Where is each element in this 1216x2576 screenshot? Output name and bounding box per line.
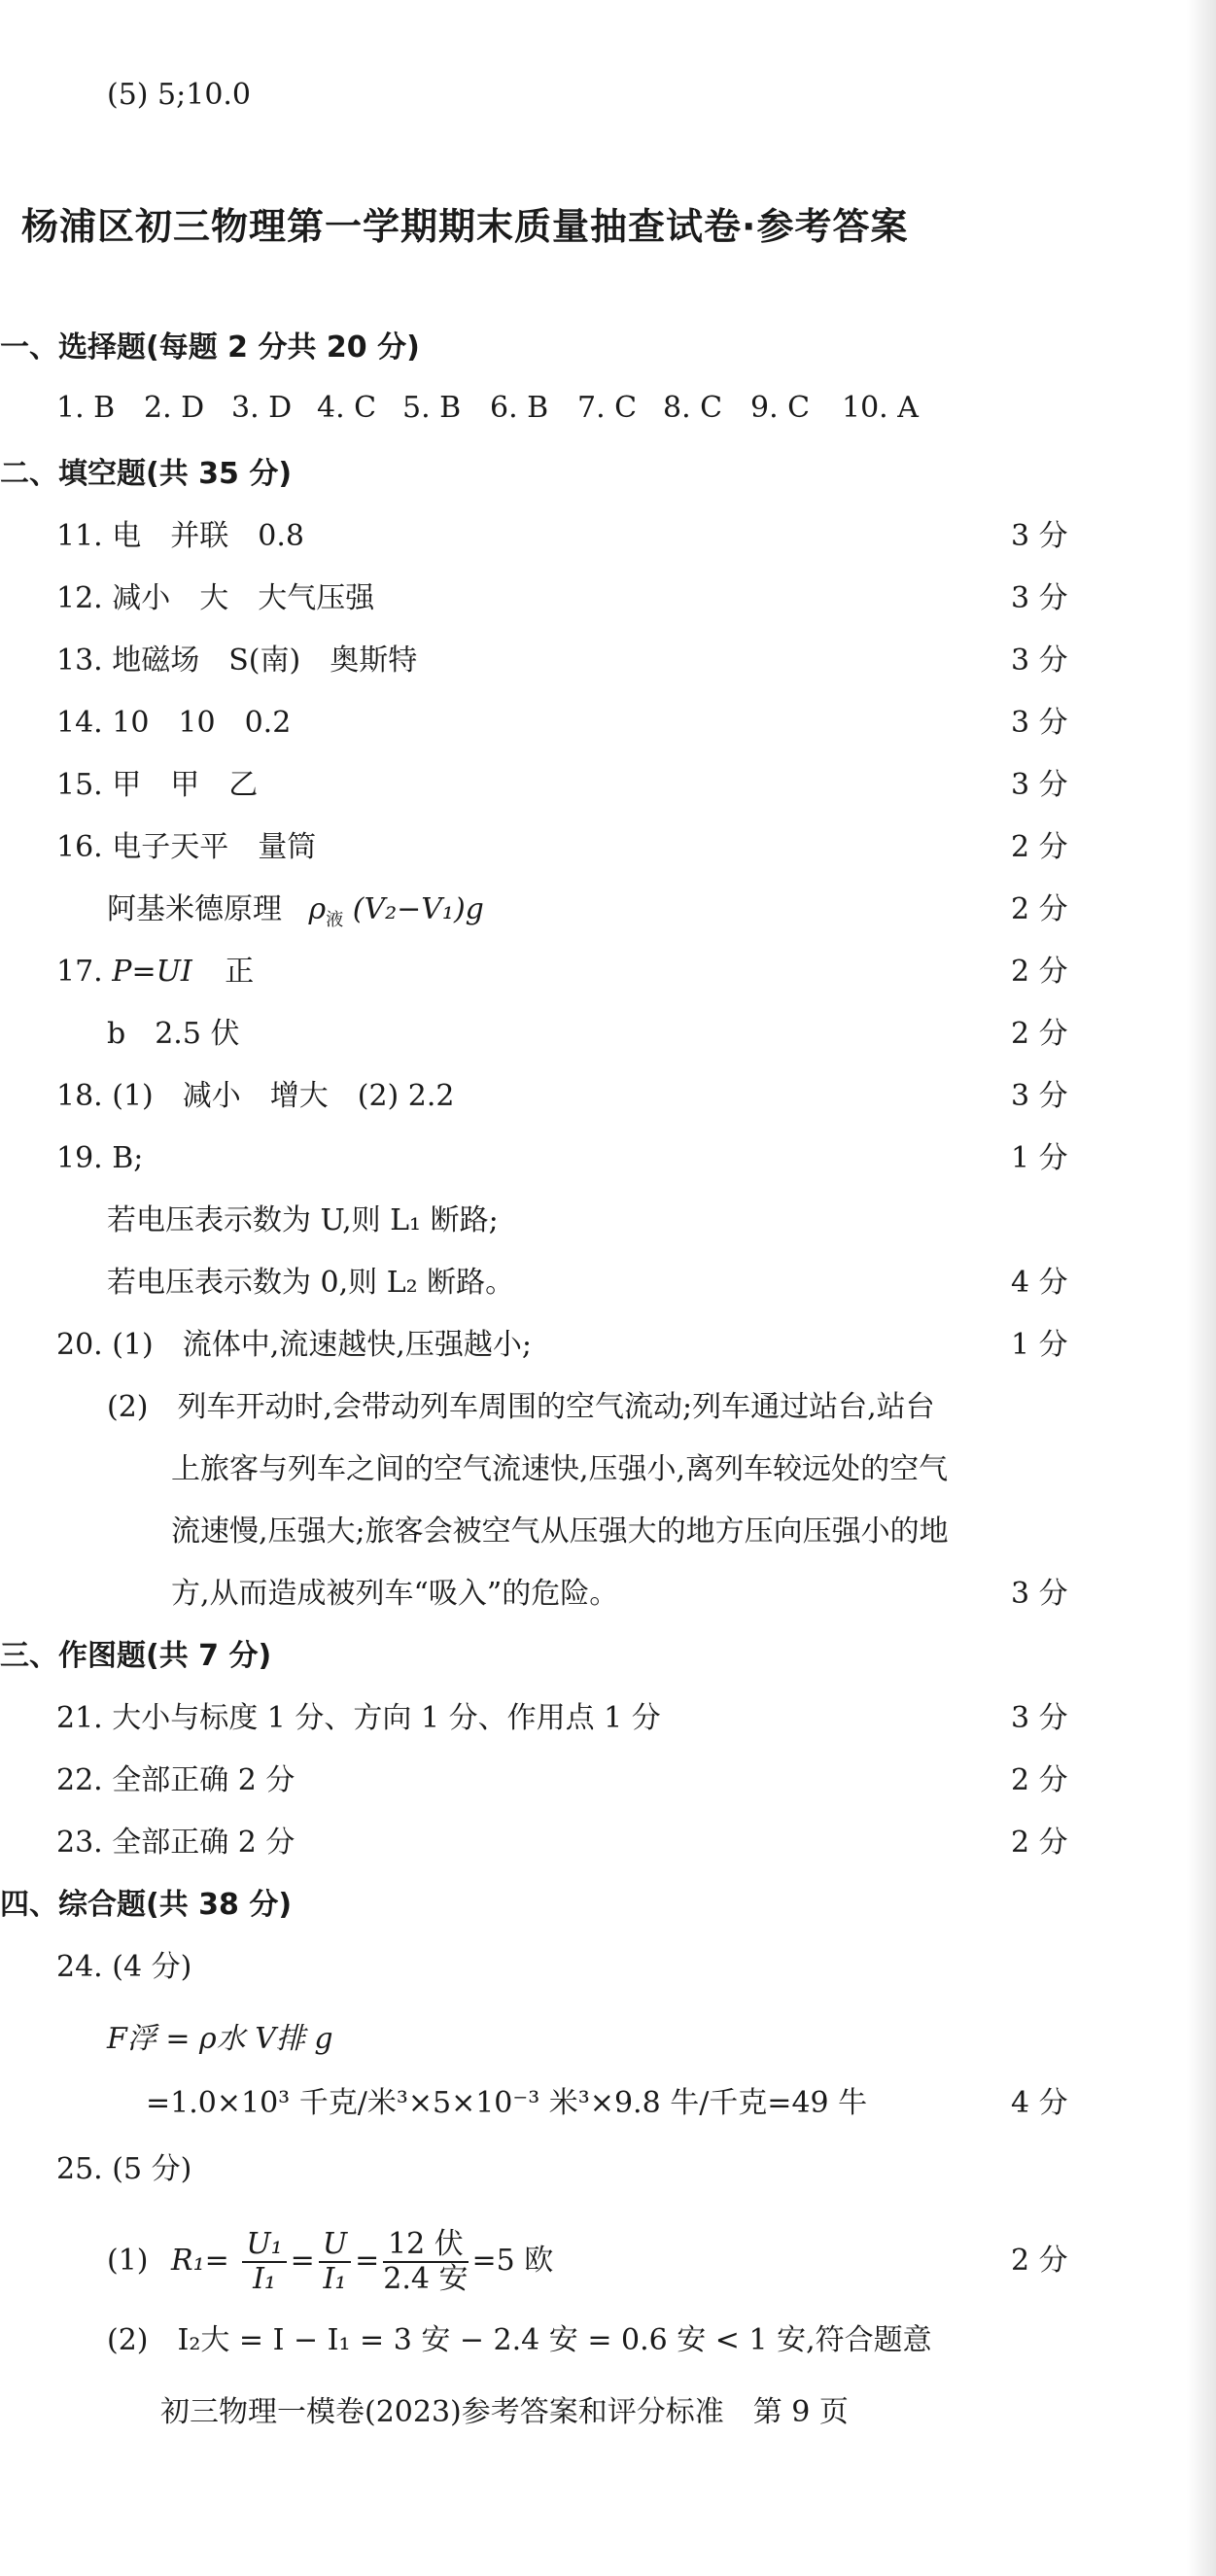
fraction-numerator: U₁	[242, 2228, 286, 2263]
score-q11: 3 分	[1011, 519, 1068, 553]
section-heading-comprehensive: 四、综合题(共 38 分)	[0, 1888, 293, 1922]
fraction-denominator: I₁	[253, 2262, 276, 2296]
fraction-numerator: 12 伏	[383, 2228, 468, 2263]
score-q17-part2: 2 分	[1011, 1017, 1068, 1051]
answer-q20-part2-line1: (2) 列车开动时,会带动列车周围的空气流动;列车通过站台,站台	[107, 1390, 935, 1424]
power-formula: P=UI	[112, 955, 192, 989]
mc-answer: 10. A	[842, 391, 919, 425]
answer-q20-part2-line2: 上旅客与列车之间的空气流速快,压强小,离列车较远处的空气	[171, 1452, 949, 1486]
resistance-result: =5 欧	[471, 2244, 554, 2278]
mc-answer: 3. D	[231, 391, 293, 425]
density-subscript: 液	[326, 910, 344, 930]
fraction-numerator: U	[319, 2228, 351, 2263]
mc-answer: 6. B	[490, 391, 549, 425]
answer-q16-expression: (V₂−V₁)g	[352, 892, 484, 926]
buoyancy-calculation: =1.0×10³ 千克/米³×5×10⁻³ 米³×9.8 牛/千克=49 牛	[146, 2086, 868, 2120]
score-q20-part1: 1 分	[1011, 1328, 1068, 1362]
score-q12: 3 分	[1011, 581, 1068, 615]
score-q21: 3 分	[1011, 1701, 1068, 1735]
answer-q12: 12. 减小 大 大气压强	[56, 581, 375, 615]
score-q19-part2: 4 分	[1011, 1266, 1068, 1300]
answer-q25-header: 25. (5 分)	[56, 2152, 192, 2186]
answer-q16-part1: 16. 电子天平 量筒	[56, 830, 317, 864]
buoyancy-formula: F浮 = ρ水 V排 g	[107, 2022, 333, 2056]
part-label-1: (1)	[107, 2244, 149, 2278]
score-q24: 4 分	[1011, 2086, 1068, 2120]
mc-answer: 5. B	[402, 391, 462, 425]
previous-answer-line: (5) 5;10.0	[107, 78, 252, 112]
fraction-numeric	[383, 2228, 468, 2296]
resistance-symbol: R₁=	[171, 2244, 229, 2278]
score-q25-part1: 2 分	[1011, 2244, 1068, 2278]
score-q13: 3 分	[1011, 644, 1068, 678]
answer-q15: 15. 甲 甲 乙	[56, 768, 259, 802]
answer-q19-part2: 若电压表示数为 U,则 L₁ 断路;	[107, 1203, 499, 1237]
answer-q21: 21. 大小与标度 1 分、方向 1 分、作用点 1 分	[56, 1701, 661, 1735]
answer-q14: 14. 10 10 0.2	[56, 706, 292, 740]
question-number-17: 17.	[56, 955, 103, 989]
section-heading-choice: 一、选择题(每题 2 分共 20 分)	[0, 331, 420, 365]
answer-q16-part2	[107, 890, 484, 940]
score-q18: 3 分	[1011, 1079, 1068, 1113]
score-q15: 3 分	[1011, 768, 1068, 802]
answer-q17-part1	[56, 953, 254, 992]
score-q23: 2 分	[1011, 1826, 1068, 1860]
answer-q19-part3: 若电压表示数为 0,则 L₂ 断路。	[107, 1266, 515, 1300]
answer-q25-part1: (1) R₁= $\frac{\text{U₁}}{\text{I₁}}$ = $\frac{U}{\text{I₁}}$ = $\frac{\text{12 伏}}{\text{2.4 安}}$ =5 欧	[107, 2227, 554, 2296]
mc-answer: 8. C	[663, 391, 723, 425]
answer-q19-part1: 19. B;	[56, 1141, 144, 1175]
score-q17-part1: 2 分	[1011, 955, 1068, 989]
answer-q23: 23. 全部正确 2 分	[56, 1826, 295, 1860]
section-heading-fill: 二、填空题(共 35 分)	[0, 457, 293, 491]
mc-answer: 2. D	[144, 391, 205, 425]
answer-q20-part1: 20. (1) 流体中,流速越快,压强越小;	[56, 1328, 532, 1362]
fraction-voltage-over-current-2	[319, 2228, 351, 2296]
answer-q18: 18. (1) 减小 增大 (2) 2.2	[56, 1079, 455, 1113]
page-title: 杨浦区初三物理第一学期期末质量抽查试卷·参考答案	[21, 205, 909, 248]
answer-q17-part2: b 2.5 伏	[107, 1017, 240, 1051]
answer-q22: 22. 全部正确 2 分	[56, 1763, 295, 1797]
score-q22: 2 分	[1011, 1763, 1068, 1797]
score-q20-part2: 3 分	[1011, 1577, 1068, 1611]
mc-answer: 1. B	[56, 391, 116, 425]
answer-q20-part2-line4: 方,从而造成被列车“吸入”的危险。	[171, 1577, 619, 1611]
answer-q17-word: 正	[225, 955, 255, 989]
page-edge-shadow	[1187, 0, 1216, 2576]
score-q14: 3 分	[1011, 706, 1068, 740]
score-q16-part1: 2 分	[1011, 830, 1068, 864]
mc-answer: 4. C	[317, 391, 377, 425]
answer-q11: 11. 电 并联 0.8	[56, 519, 304, 553]
page-footer: 初三物理一模卷(2023)参考答案和评分标准 第 9 页	[160, 2395, 849, 2429]
answer-q24-header: 24. (4 分)	[56, 1950, 192, 1984]
section-heading-drawing: 三、作图题(共 7 分)	[0, 1639, 272, 1673]
density-symbol: ρ	[308, 892, 327, 926]
answer-q20-part2-line3: 流速慢,压强大;旅客会被空气从压强大的地方压向压强小的地	[171, 1514, 949, 1549]
fraction-voltage-over-current-1	[242, 2228, 286, 2296]
fraction-denominator: 2.4 安	[383, 2262, 469, 2296]
score-q19-part1: 1 分	[1011, 1141, 1068, 1175]
mc-answer: 9. C	[750, 391, 811, 425]
answer-q16-principle: 阿基米德原理	[107, 892, 282, 926]
score-q16-part2: 2 分	[1011, 892, 1068, 926]
answer-q13: 13. 地磁场 S(南) 奥斯特	[56, 644, 418, 678]
fraction-denominator: I₁	[323, 2262, 347, 2296]
mc-answer: 7. C	[577, 391, 638, 425]
answer-q25-part2: (2) I₂大 = I − I₁ = 3 安 − 2.4 安 = 0.6 安 < 1 安,符合题意	[107, 2323, 932, 2357]
